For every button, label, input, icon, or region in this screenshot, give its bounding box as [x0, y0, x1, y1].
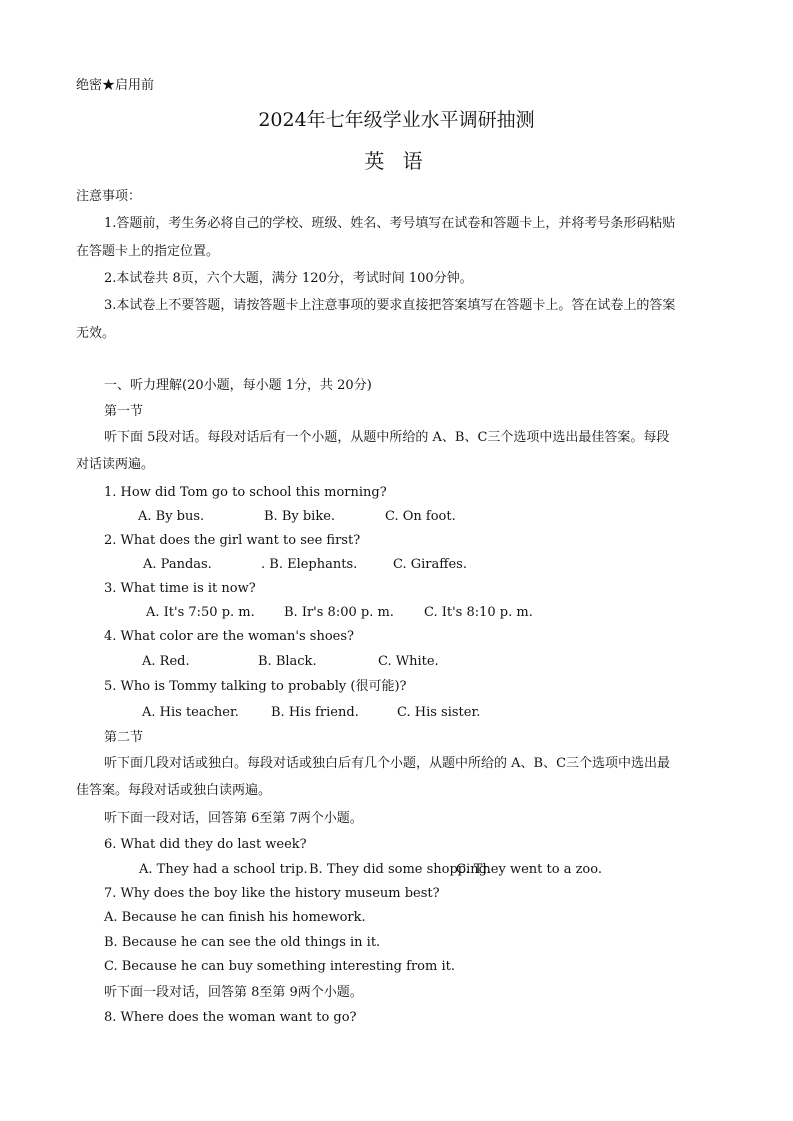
question-5-option-b: B. His friend. [271, 705, 359, 720]
question-7: 7. Why does the boy like the history museum best? [104, 886, 440, 901]
question-2-option-a: A. Pandas. [143, 557, 212, 572]
note-2: 2.本试卷共 8页，六个大题，满分 120分，考试时间 100分钟。 [104, 271, 473, 286]
part-1-heading: 一、听力理解(20小题，每小题 1分，共 20分) [104, 378, 372, 393]
question-4: 4. What color are the woman's shoes? [104, 629, 355, 644]
question-7-option-b: B. Because he can see the old things in it. [104, 935, 381, 950]
section-2-heading: 第二节 [104, 730, 144, 745]
section-1-instructions-line-1: 听下面 5段对话。每段对话后有一个小题，从题中所给的 A、B、C三个选项中选出最佳答案。每段 [104, 430, 670, 445]
dialogue-8-9-instruction: 听下面一段对话，回答第 8至第 9两个小题。 [104, 985, 363, 1000]
note-1-line-2: 在答题卡上的指定位置。 [76, 244, 220, 259]
question-3: 3. What time is it now? [104, 581, 256, 596]
section-2-instructions-line-2: 佳答案。每段对话或独白读两遍。 [76, 783, 272, 798]
question-6: 6. What did they do last week? [104, 837, 307, 852]
question-6-option-c: C. They went to a zoo. [456, 862, 602, 877]
question-2: 2. What does the girl want to see first? [104, 533, 361, 548]
question-3-option-b: B. Ir's 8:00 p. m. [284, 605, 394, 620]
subject-title: 英 语 [364, 149, 429, 173]
question-2-option-b: . B. Elephants. [261, 557, 358, 572]
question-6-option-b: B. They did some shopping. [309, 862, 492, 877]
question-5-option-c: C. His sister. [397, 705, 481, 720]
question-5: 5. Who is Tommy talking to probably (很可能)? [104, 679, 407, 694]
question-2-option-c: C. Giraffes. [393, 557, 467, 572]
question-1-option-c: C. On foot. [385, 509, 456, 524]
question-7-option-a: A. Because he can finish his homework. [104, 910, 366, 925]
question-7-option-c: C. Because he can buy something interesting from it. [104, 959, 455, 974]
question-5-option-a: A. His teacher. [142, 705, 239, 720]
question-1-option-b: B. By bike. [264, 509, 336, 524]
question-6-option-a: A. They had a school trip. [139, 862, 308, 877]
note-3-line-1: 3.本试卷上不要答题，请按答题卡上注意事项的要求直接把答案填写在答题卡上。答在试卷上的答案 [104, 298, 676, 313]
question-1-option-a: A. By bus. [138, 509, 205, 524]
question-3-option-c: C. It's 8:10 p. m. [424, 605, 533, 620]
note-1-line-1: 1.答题前，考生务必将自己的学校、班级、姓名、考号填写在试卷和答题卡上，并将考号条形码粘贴 [104, 216, 676, 231]
section-1-heading: 第一节 [104, 404, 144, 419]
question-3-option-a: A. It's 7:50 p. m. [146, 605, 255, 620]
exam-title: 2024年七年级学业水平调研抽测 [258, 109, 535, 131]
question-1: 1. How did Tom go to school this morning? [104, 485, 387, 500]
section-2-instructions-line-1: 听下面几段对话或独白。每段对话或独白后有几个小题，从题中所给的 A、B、C三个选项中选出最 [104, 756, 671, 771]
section-1-instructions-line-2: 对话读两遍。 [76, 457, 155, 472]
question-4-option-c: C. White. [378, 654, 439, 669]
question-8: 8. Where does the woman want to go? [104, 1010, 357, 1025]
note-3-line-2: 无效。 [76, 326, 116, 341]
confidential-label: 绝密★启用前 [76, 78, 155, 93]
notes-heading: 注意事项： [76, 189, 142, 204]
question-4-option-b: B. Black. [258, 654, 317, 669]
question-4-option-a: A. Red. [142, 654, 190, 669]
dialogue-6-7-instruction: 听下面一段对话，回答第 6至第 7两个小题。 [104, 811, 363, 826]
